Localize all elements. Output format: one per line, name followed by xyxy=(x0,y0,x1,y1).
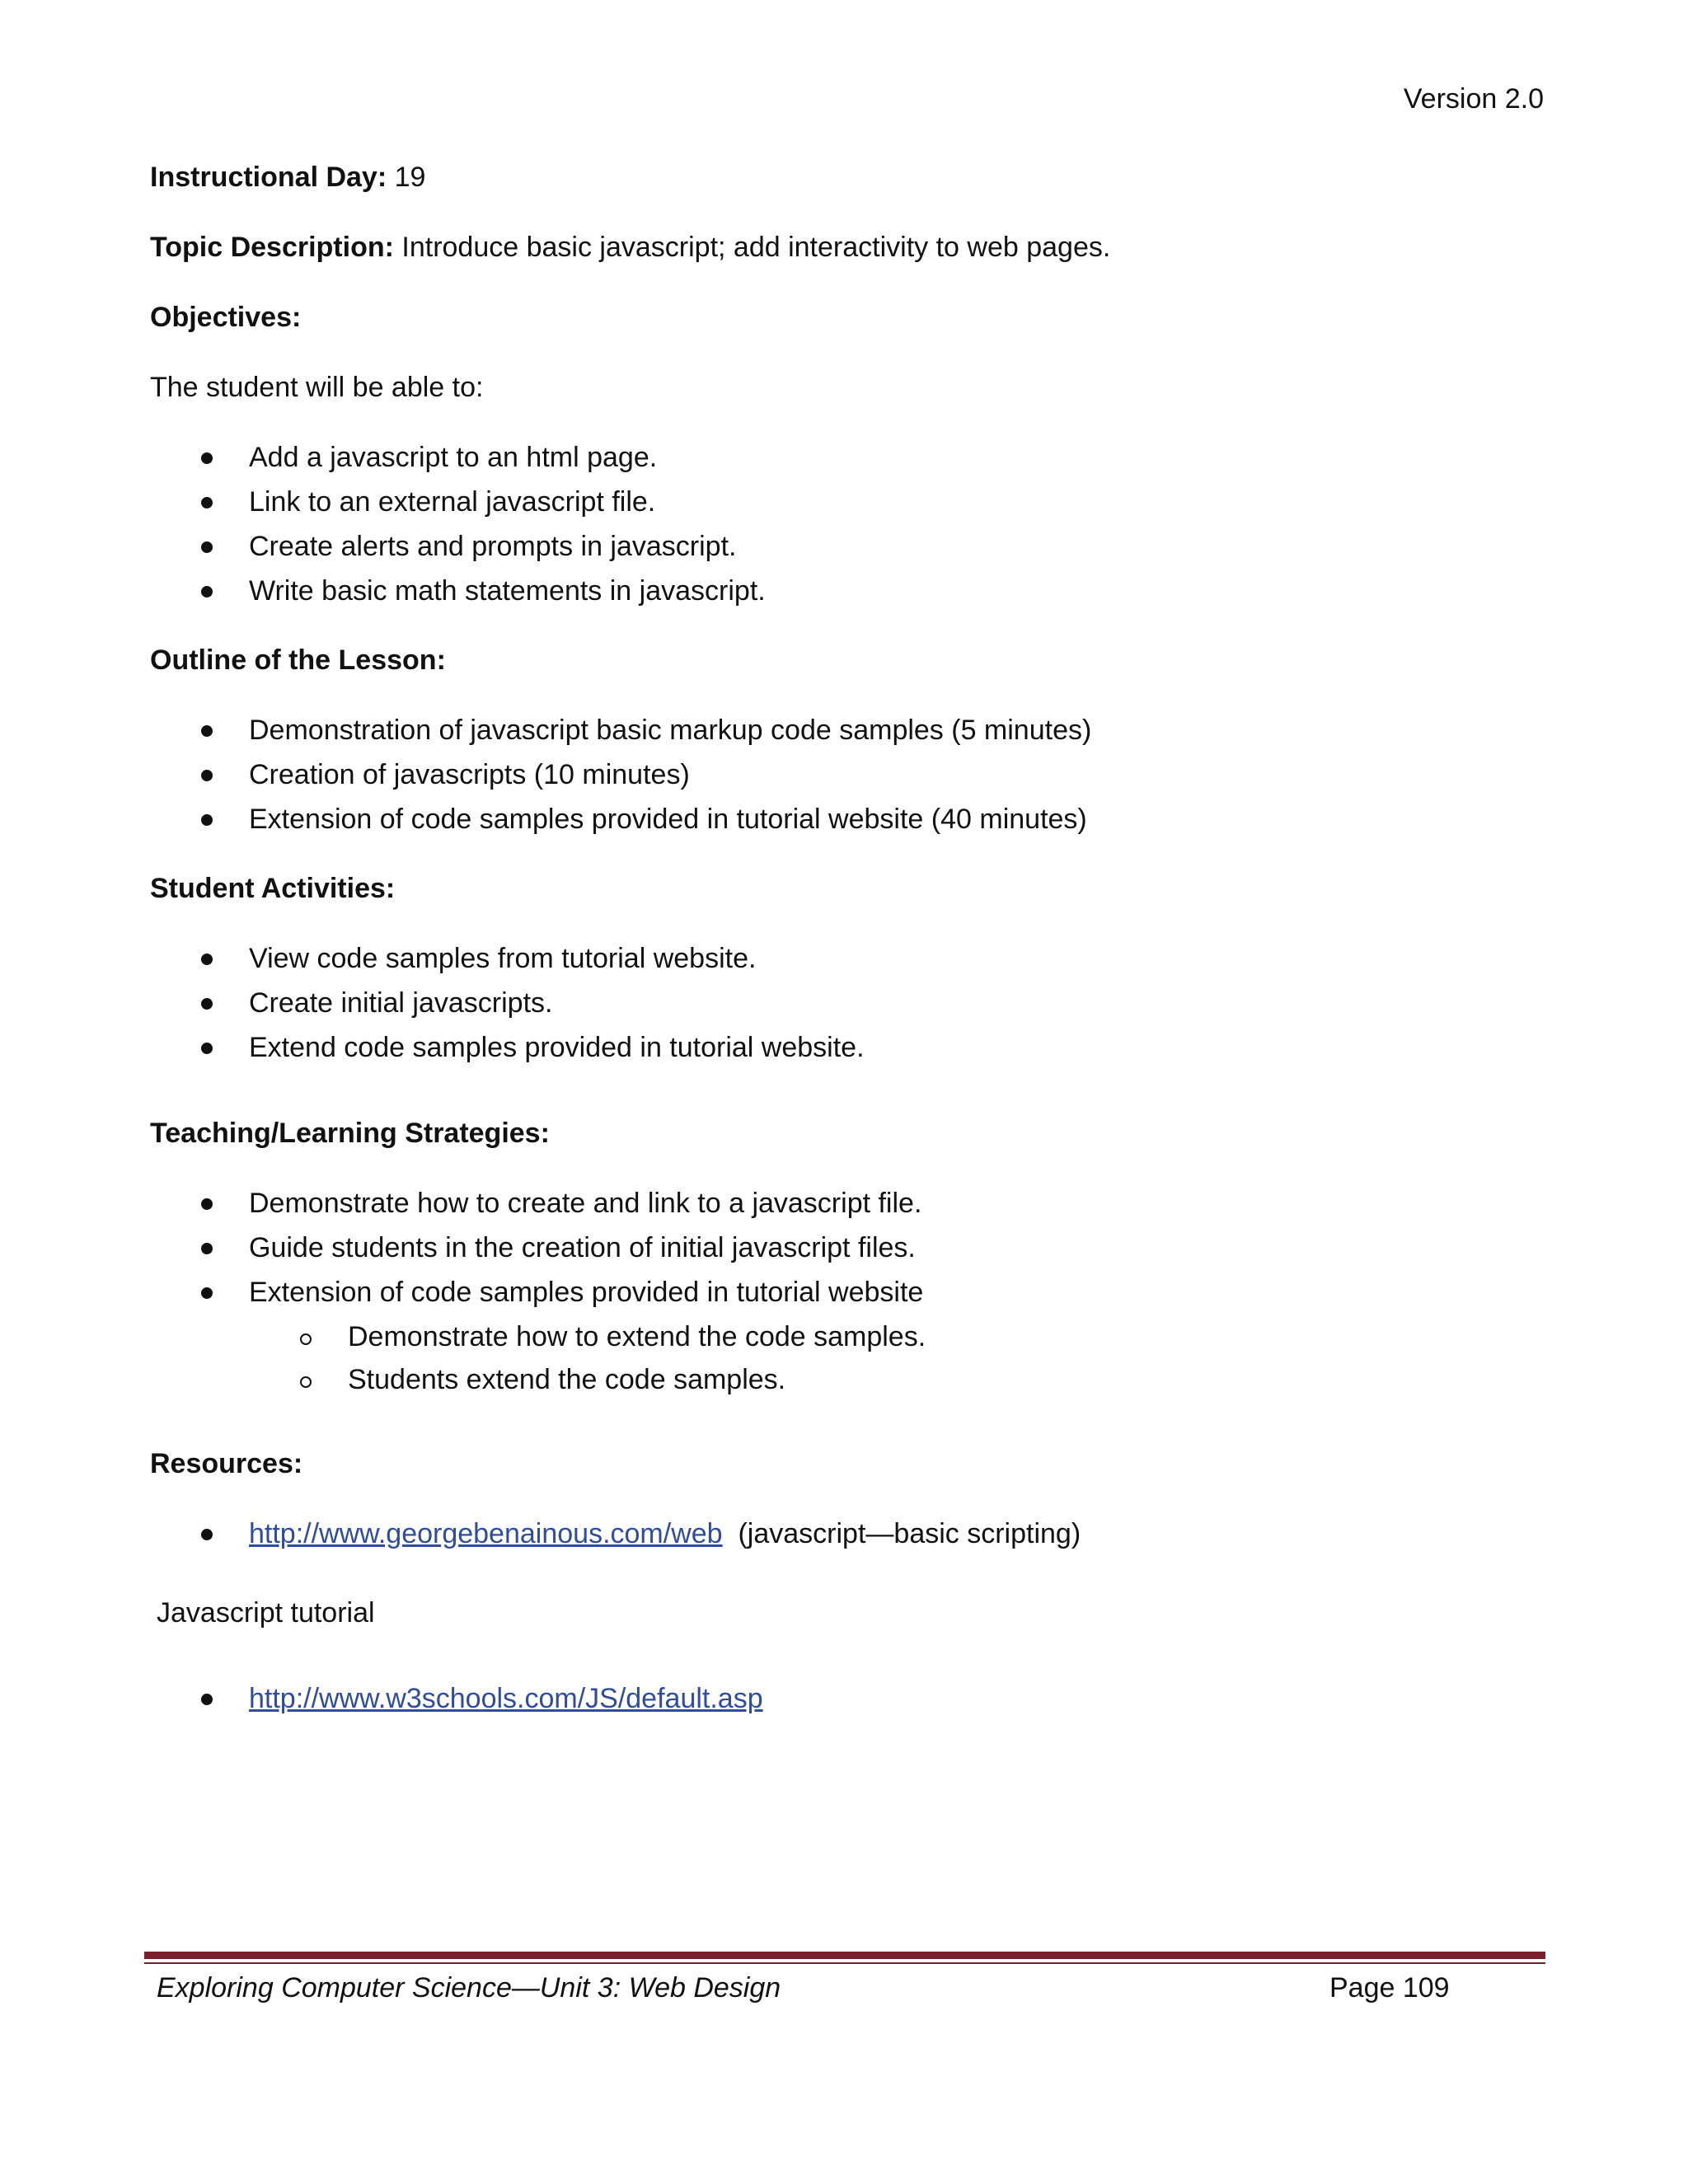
footer-rule-thin xyxy=(144,1962,1545,1964)
instructional-day-label: Instructional Day: xyxy=(150,162,387,193)
outline-heading: Outline of the Lesson: xyxy=(150,644,446,676)
tutorial-label: Javascript tutorial xyxy=(157,1597,375,1629)
list-item: Creation of javascripts (10 minutes) xyxy=(150,757,1551,801)
resources-list xyxy=(150,1516,1551,1560)
activities-list xyxy=(150,940,1551,1074)
objectives-heading: Objectives: xyxy=(150,302,302,333)
list-item: View code samples from tutorial website. xyxy=(150,940,1551,985)
list-item xyxy=(150,1516,1551,1560)
bullet-icon xyxy=(201,1198,213,1210)
list-item: Demonstrate how to create and link to a javascript file. xyxy=(150,1185,1551,1230)
strategies-sublist xyxy=(150,1319,1551,1404)
list-item: Extension of code samples provided in tutorial website xyxy=(150,1274,1551,1319)
bullet-icon xyxy=(201,452,213,464)
lesson-content xyxy=(150,159,1551,1725)
list-item: Extension of code samples provided in tutorial website (40 minutes) xyxy=(150,801,1551,846)
instructional-day xyxy=(150,159,1551,195)
resource-link-georgebenainous[interactable]: http://www.georgebenainous.com/web xyxy=(249,1518,723,1549)
footer-page-number: Page 109 xyxy=(1329,1972,1450,2004)
list-item: Demonstration of javascript basic markup code samples (5 minutes) xyxy=(150,712,1551,757)
list-item: Extend code samples provided in tutorial website. xyxy=(150,1029,1551,1074)
activities-heading: Student Activities: xyxy=(150,873,396,904)
list-item: Create alerts and prompts in javascript. xyxy=(150,528,1551,573)
strategies-list xyxy=(150,1185,1551,1319)
bullet-icon xyxy=(201,725,213,737)
footer-course-title: Exploring Computer Science—Unit 3: Web Design xyxy=(157,1972,781,2004)
bullet-icon xyxy=(201,770,213,781)
instructional-day-value: 19 xyxy=(387,162,426,193)
list-item: Create initial javascripts. xyxy=(150,985,1551,1029)
bullet-icon xyxy=(201,954,213,965)
bullet-icon xyxy=(201,1043,213,1054)
bullet-icon xyxy=(201,1529,213,1540)
bullet-icon xyxy=(201,998,213,1010)
hollow-bullet-icon xyxy=(300,1376,312,1388)
hollow-bullet-icon xyxy=(300,1333,312,1345)
list-item xyxy=(150,1680,1551,1725)
tutorial-list xyxy=(150,1680,1551,1725)
list-item: Guide students in the creation of initial javascript files. xyxy=(150,1230,1551,1274)
outline-list xyxy=(150,712,1551,846)
topic-description xyxy=(150,229,1551,265)
list-item: Demonstrate how to extend the code samples. xyxy=(150,1319,1551,1361)
list-item: Students extend the code samples. xyxy=(150,1361,1551,1404)
version-label: Version 2.0 xyxy=(1403,83,1544,115)
resources-heading: Resources: xyxy=(150,1448,303,1479)
bullet-icon xyxy=(201,1243,213,1254)
bullet-icon xyxy=(201,1694,213,1705)
objectives-intro: The student will be able to: xyxy=(150,372,484,403)
topic-description-label: Topic Description: xyxy=(150,232,394,263)
topic-description-value: Introduce basic javascript; add interactivity to web pages. xyxy=(393,232,1111,263)
objectives-list xyxy=(150,439,1551,617)
bullet-icon xyxy=(201,497,213,509)
bullet-icon xyxy=(201,541,213,553)
resource-link-note: (javascript—basic scripting) xyxy=(738,1518,1081,1549)
bullet-icon xyxy=(201,814,213,826)
resource-link-w3schools[interactable]: http://www.w3schools.com/JS/default.asp xyxy=(249,1683,763,1714)
list-item: Add a javascript to an html page. xyxy=(150,439,1551,484)
strategies-heading: Teaching/Learning Strategies: xyxy=(150,1118,550,1149)
bullet-icon xyxy=(201,1287,213,1299)
list-item: Link to an external javascript file. xyxy=(150,484,1551,528)
bullet-icon xyxy=(201,586,213,598)
list-item: Write basic math statements in javascript. xyxy=(150,573,1551,617)
footer-rule xyxy=(144,1952,1545,1959)
